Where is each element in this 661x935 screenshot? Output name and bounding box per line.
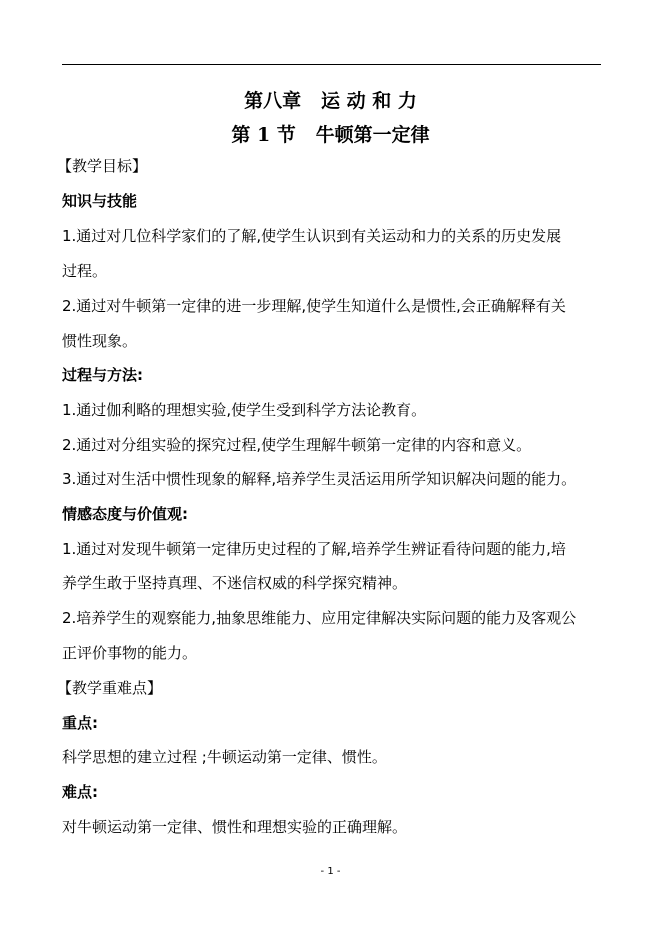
process-heading: 过程与方法: (62, 366, 143, 384)
section-title: 第 1 节 牛顿第一定律 (231, 124, 430, 146)
emotion-line: 1.通过对发现牛顿第一定律历史过程的了解,培养学生辨证看待问题的能力,培 (62, 540, 566, 558)
emotion-heading: 情感态度与价值观: (62, 505, 188, 523)
emotion-line: 2.培养学生的观察能力,抽象思维能力、应用定律解决实际问题的能力及客观公 (62, 609, 577, 627)
teaching-goals-label: 【教学目标】 (57, 157, 148, 175)
difficult-text: 对牛顿运动第一定律、惯性和理想实验的正确理解。 (62, 818, 408, 836)
knowledge-line: 2.通过对牛顿第一定律的进一步理解,使学生知道什么是惯性,会正确解释有关 (62, 297, 566, 315)
knowledge-heading: 知识与技能 (62, 192, 138, 210)
emotion-line: 正评价事物的能力。 (62, 644, 198, 662)
chapter-title: 第八章 运 动 和 力 (244, 90, 417, 112)
emotion-line: 养学生敢于坚持真理、不迷信权威的科学探究精神。 (62, 574, 408, 592)
key-points-label: 【教学重难点】 (57, 679, 163, 697)
knowledge-line: 惯性现象。 (62, 332, 138, 350)
page-number: - 1 - (320, 866, 341, 877)
difficult-heading: 难点: (62, 783, 98, 801)
process-line: 3.通过对生活中惯性现象的解释,培养学生灵活运用所学知识解决问题的能力。 (62, 470, 577, 488)
knowledge-line: 过程。 (62, 262, 108, 280)
process-line: 2.通过对分组实验的探究过程,使学生理解牛顿第一定律的内容和意义。 (62, 436, 532, 454)
header-rule (62, 64, 601, 65)
process-line: 1.通过伽利略的理想实验,使学生受到科学方法论教育。 (62, 401, 427, 419)
knowledge-line: 1.通过对几位科学家们的了解,使学生认识到有关运动和力的关系的历史发展 (62, 227, 562, 245)
key-text: 科学思想的建立过程 ;牛顿运动第一定律、惯性。 (62, 748, 387, 766)
key-heading: 重点: (62, 714, 98, 732)
